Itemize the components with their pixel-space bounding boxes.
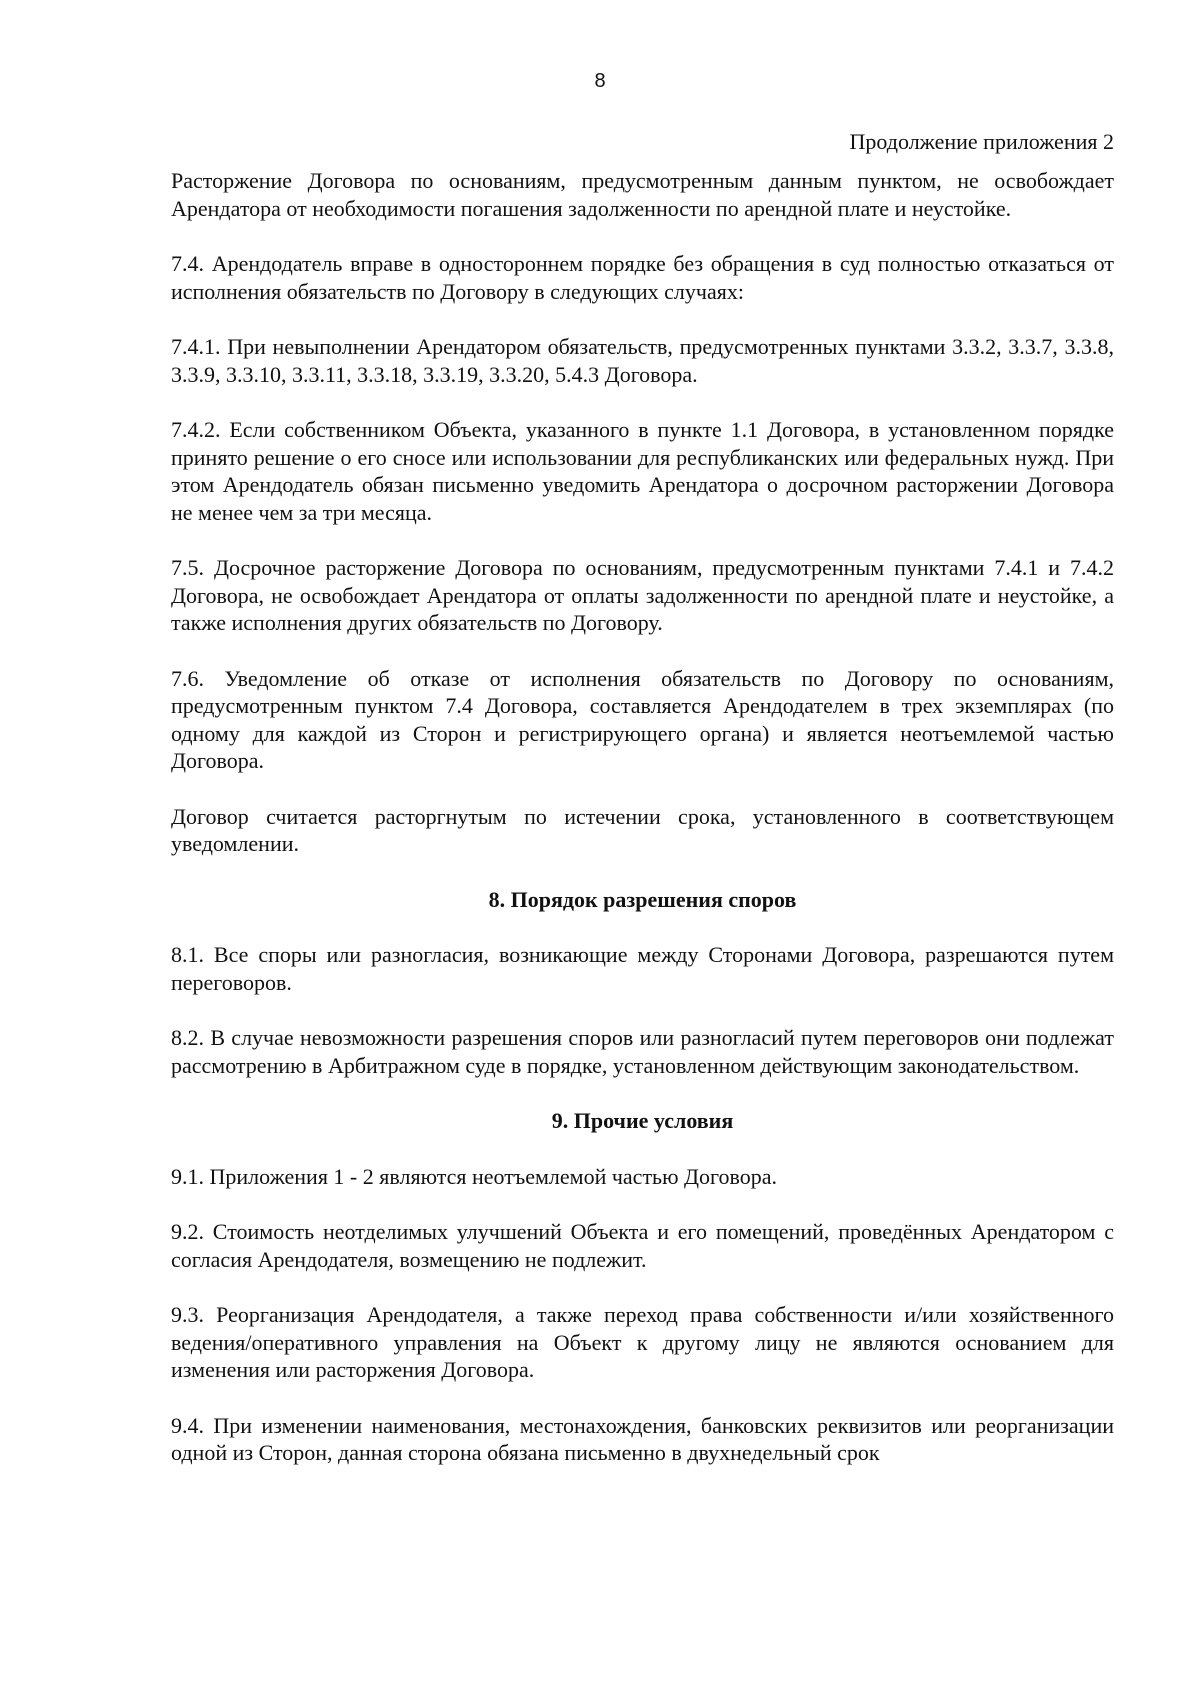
paragraph-7-4-2: 7.4.2. Если собственником Объекта, указанного в пункте 1.1 Договора, в установленном порядке принято решение о его сносе или использовании для республиканских или федеральных нужд. При этом Арендодатель обязан письменно уведомить Арендатора о досрочном расторжении Договора не менее чем за три месяца. [171, 417, 1114, 525]
paragraph-8-2: 8.2. В случае невозможности разрешения споров или разногласий путем переговоров они подлежат рассмотрению в Арбитражном суде в порядке, установленном действующим законодательством. [171, 1025, 1114, 1078]
paragraph-9-4: 9.4. При изменении наименования, местонахождения, банковских реквизитов или реорганизации одной из Сторон, данная сторона обязана письменно в двухнедельный срок [171, 1412, 1114, 1465]
section-8-heading: 8. Порядок разрешения споров [488, 886, 797, 912]
section-9-heading: 9. Прочие условия [551, 1108, 734, 1133]
paragraph-9-2: 9.2. Стоимость неотделимых улучшений Объекта и его помещений, проведённых Арендатором с согласия Арендодателя, возмещению не подлежит. [171, 1219, 1114, 1272]
paragraph-7-4-1: 7.4.1. При невыполнении Арендатором обязательств, предусмотренных пунктами 3.3.2, 3.3.7, 3.3.8, 3.3.9, 3.3.10, 3.3.11, 3.3.18, 3.3.19, 3.3.20, 5.4.3 Договора. [171, 334, 1114, 387]
paragraph-9-1: 9.1. Приложения 1 - 2 являются неотъемлемой частью Договора. [171, 1163, 778, 1189]
paragraph-7-6: 7.6. Уведомление об отказе от исполнения обязательств по Договору по основаниям, предусмотренным пунктом 7.4 Договора, составляется Арендодателем в трех экземплярах (по одному для каждой из Сторон и регистрирующего органа) и является неотъемлемой частью Договора. [171, 665, 1114, 773]
document-body [171, 167, 1114, 1495]
paragraph-8-1: 8.1. Все споры или разногласия, возникающие между Сторонами Договора, разрешаются путем переговоров. [171, 942, 1114, 995]
paragraph-contract-terminated: Договор считается расторгнутым по истечении срока, установленного в соответствующем уведомлении. [171, 803, 1114, 856]
appendix-continuation-note: Продолжение приложения 2 [849, 129, 1114, 154]
paragraph-9-3: 9.3. Реорганизация Арендодателя, а также переход права собственности и/или хозяйственного ведения/оперативного управления на Объект к другому лицу не являются основанием для изменения или расторжения Договора. [171, 1302, 1114, 1382]
page-number: 8 [594, 70, 606, 92]
paragraph-7-5: 7.5. Досрочное расторжение Договора по основаниям, предусмотренным пунктами 7.4.1 и 7.4.2 Договора, не освобождает Арендатора от оплаты задолженности по арендной плате и неустойке, а также исполнения других обязательств по Договору. [171, 555, 1114, 635]
paragraph-termination-debt: Расторжение Договора по основаниям, предусмотренным данным пунктом, не освобождает Арендатора от необходимости погашения задолженности по арендной плате и неустойке. [171, 168, 1114, 221]
paragraph-7-4: 7.4. Арендодатель вправе в одностороннем порядке без обращения в суд полностью отказаться от исполнения обязательств по Договору в следующих случаях: [171, 251, 1114, 304]
